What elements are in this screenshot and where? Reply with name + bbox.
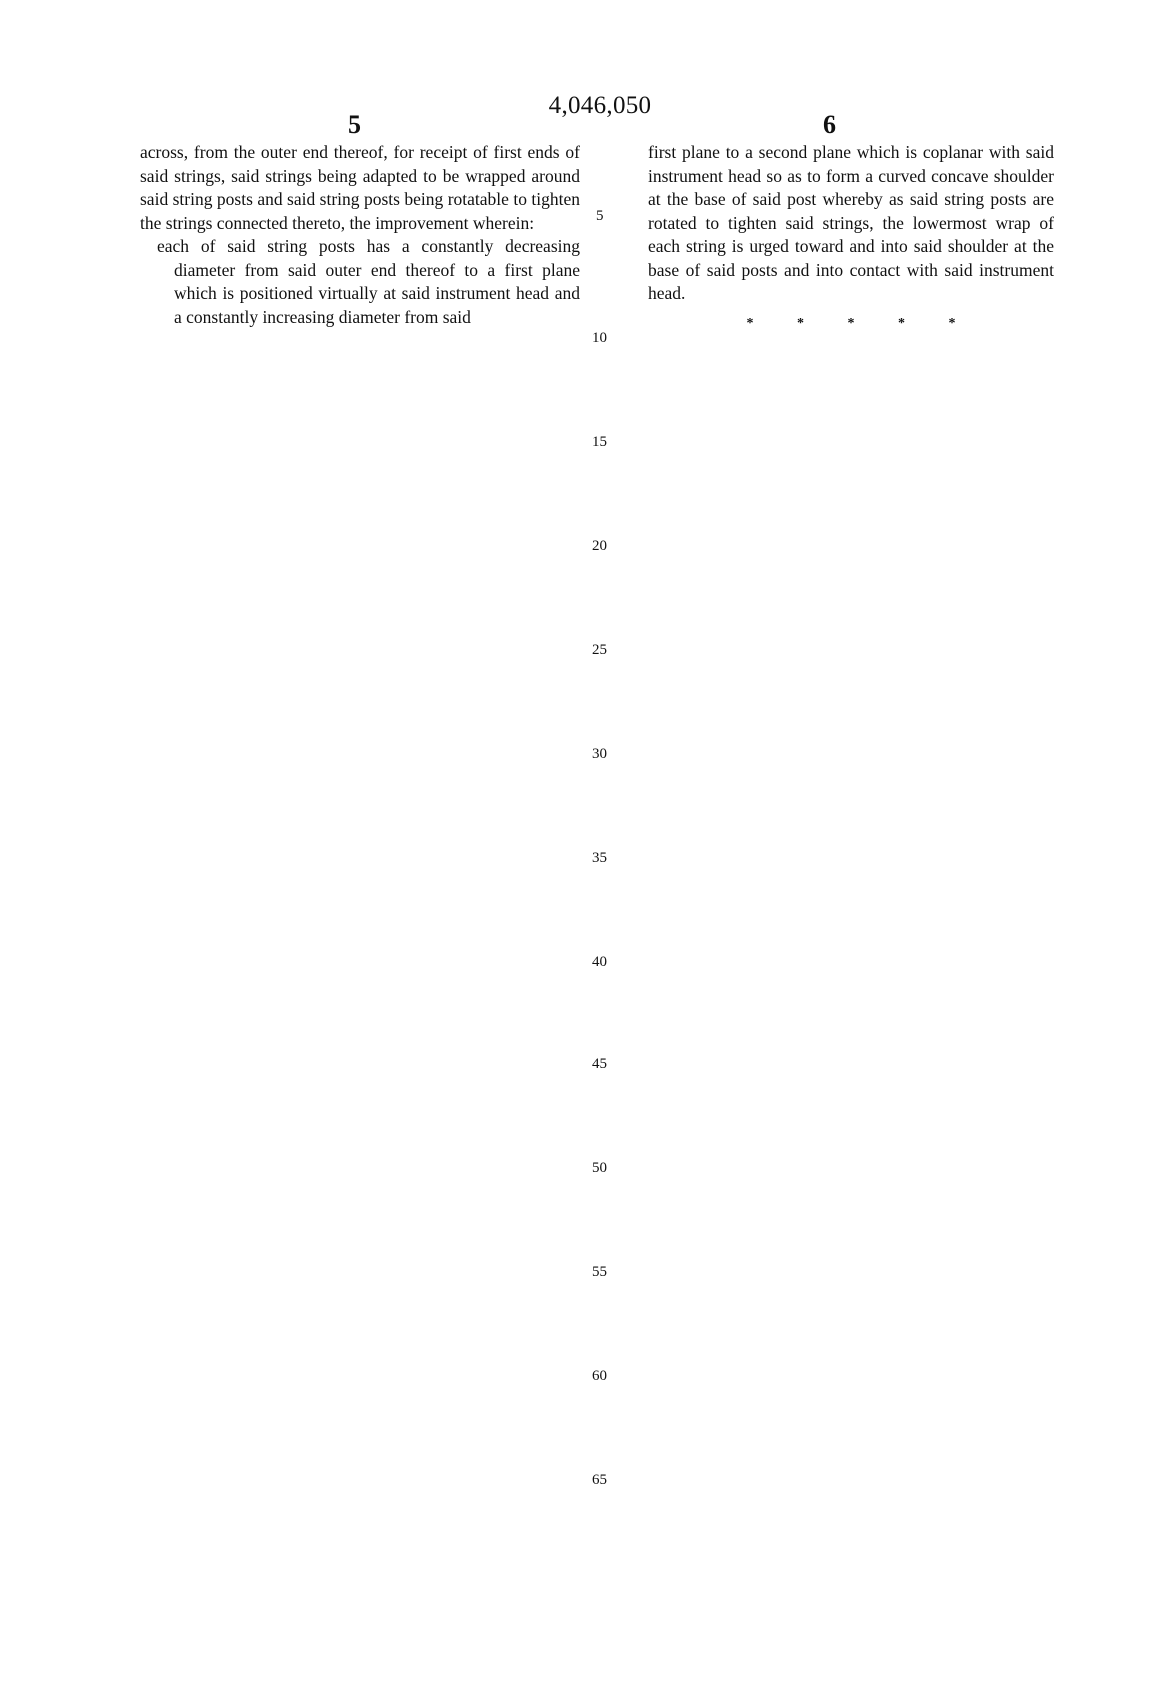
line-number-35: 35 xyxy=(592,850,607,866)
patent-number: 4,046,050 xyxy=(548,92,652,119)
left-text-column xyxy=(140,141,580,329)
claim-element-string-posts: each of said string posts has a constantly decreasing diameter from said outer end thereof to a first plane which is positioned virtually at said instrument head and a constantly increasing diameter from said xyxy=(157,236,580,327)
line-number-45: 45 xyxy=(592,1056,607,1072)
line-number-30: 30 xyxy=(592,746,607,762)
line-number-20: 20 xyxy=(592,538,607,554)
line-number-5: 5 xyxy=(596,208,604,224)
line-number-55: 55 xyxy=(592,1264,607,1280)
line-number-50: 50 xyxy=(592,1160,607,1176)
right-text-column xyxy=(648,141,1054,335)
line-number-40: 40 xyxy=(592,954,607,970)
claim-preamble-continuation: across, from the outer end thereof, for receipt of first ends of said strings, said strings being adapted to be wrapped around said string posts and said string posts being rotatable to tighten the strings connected thereto, the improvement wherein: xyxy=(140,142,580,233)
line-number-25: 25 xyxy=(592,642,607,658)
line-number-10: 10 xyxy=(592,330,607,346)
line-number-15: 15 xyxy=(592,434,607,450)
end-of-document-marker: * * * * * xyxy=(746,315,976,331)
line-number-65: 65 xyxy=(592,1472,607,1488)
left-column-number: 5 xyxy=(348,110,361,139)
line-number-60: 60 xyxy=(592,1368,607,1384)
claim-element-continuation: first plane to a second plane which is coplanar with said instrument head so as to form a curved concave shoulder at the base of said post whereby as said string posts are rotated to tighten said strings, the lowermost wrap of each string is urged toward and into said shoulder at the base of said posts and into contact with said instrument head. xyxy=(648,142,1054,303)
right-column-number: 6 xyxy=(823,110,836,139)
